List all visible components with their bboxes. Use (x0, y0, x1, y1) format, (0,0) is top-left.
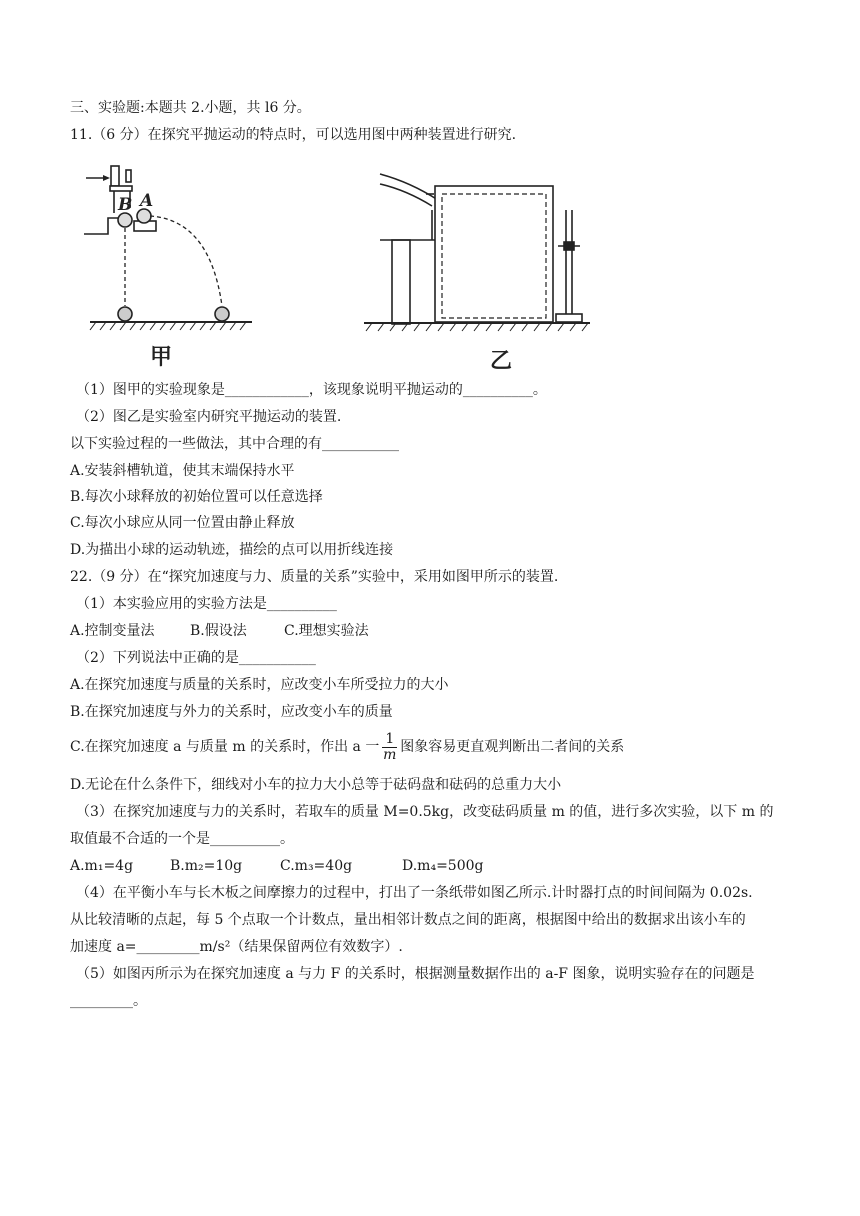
q22-part4-line1: （4）在平衡小车与长木板之间摩擦力的过程中，打出了一条纸带如图乙所示.计时器打点的时间间隔为 0.02s. (76, 885, 753, 901)
q22-p3-option-b: B.m₂=10g (170, 858, 243, 874)
q22-part3-line1: （3）在探究加速度与力的关系时，若取车的质量 M=0.5kg，改变砝码质量 m 的值，进行多次实验，以下 m 的 (76, 804, 774, 820)
q22-part2: （2）下列说法中正确的是___________ (76, 650, 316, 666)
option-c-text-before: C.在探究加速度 a 与质量 m 的关系时，作出 a 一 (70, 739, 380, 755)
q11-option-a: A.安装斜槽轨道，使其末端保持水平 (70, 463, 295, 479)
q22-p2-option-b: B.在探究加速度与外力的关系时，应改变小车的质量 (70, 704, 393, 720)
q22-part4-line3: 加速度 a=_________m/s²（结果保留两位有效数字）. (70, 939, 403, 955)
q11-option-d: D.为描出小球的运动轨迹，描绘的点可以用折线连接 (70, 542, 394, 558)
q11-figure (80, 158, 600, 373)
q22-p2-option-d: D.无论在什么条件下，细线对小车的拉力大小总等于砝码盘和砝码的总重力大小 (70, 777, 562, 793)
q11-part1: （1）图甲的实验现象是____________，该现象说明平抛运动的__________。 (76, 382, 547, 398)
q22-part5-line1: （5）如图丙所示为在探究加速度 a 与力 F 的关系时，根据测量数据作出的 a-F 图象，说明实验存在的问题是 (76, 966, 755, 982)
q22-p2-option-a: A.在探究加速度与质量的关系时，应改变小车所受拉力的大小 (70, 677, 449, 693)
q22-part1: （1）本实验应用的实验方法是__________ (76, 596, 337, 612)
caption-jia: 甲 (150, 344, 173, 370)
q22-p2-option-c (70, 730, 624, 764)
q22-part1-options (70, 621, 369, 641)
fraction-numerator: 1 (382, 732, 397, 748)
q22-p1-option-b: B.假设法 (190, 623, 247, 639)
q22-part3-line2: 取值最不合适的一个是__________。 (70, 831, 294, 847)
fraction-denominator: m (383, 746, 397, 763)
ball-label-b: B (118, 195, 133, 215)
q22-part5-line2: _________。 (70, 993, 147, 1009)
q22-p3-option-c: C.m₃=40g (280, 858, 353, 874)
q11-option-c: C.每次小球应从同一位置由静止释放 (70, 515, 295, 531)
q22-part3-options (70, 856, 483, 876)
q11-part2: （2）图乙是实验室内研究平抛运动的装置. (76, 409, 342, 425)
q11-stem: 11.（6 分）在探究平抛运动的特点时，可以选用图中两种装置进行研究. (70, 127, 517, 143)
q22-p1-option-c: C.理想实验法 (284, 623, 369, 639)
q22-p3-option-d: D.m₄=500g (402, 858, 484, 874)
q22-p1-option-a: A.控制变量法 (70, 623, 155, 639)
caption-yi: 乙 (490, 348, 513, 373)
q22-stem: 22.（9 分）在“探究加速度与力、质量的关系”实验中，采用如图甲所示的装置. (70, 569, 559, 585)
ball-label-a: A (140, 191, 154, 211)
q11-part2-prompt: 以下实验过程的一些做法，其中合理的有___________ (70, 436, 399, 452)
q22-p3-option-a: A.m₁=4g (70, 858, 134, 874)
apparatus-yi (364, 174, 590, 331)
apparatus-jia (84, 166, 252, 330)
option-c-text-after: 图象容易更直观判断出二者间的关系 (400, 739, 625, 755)
section-heading: 三、实验题:本题共 2.小题，共 l6 分。 (70, 100, 311, 116)
q22-part4-line2: 从比较清晰的点起，每 5 个点取一个计数点，量出相邻计数点之间的距离，根据图中给出的数据求出该小车的 (70, 912, 746, 928)
fraction-one-over-m (382, 732, 397, 763)
q11-option-b: B.每次小球释放的初始位置可以任意选择 (70, 489, 323, 505)
